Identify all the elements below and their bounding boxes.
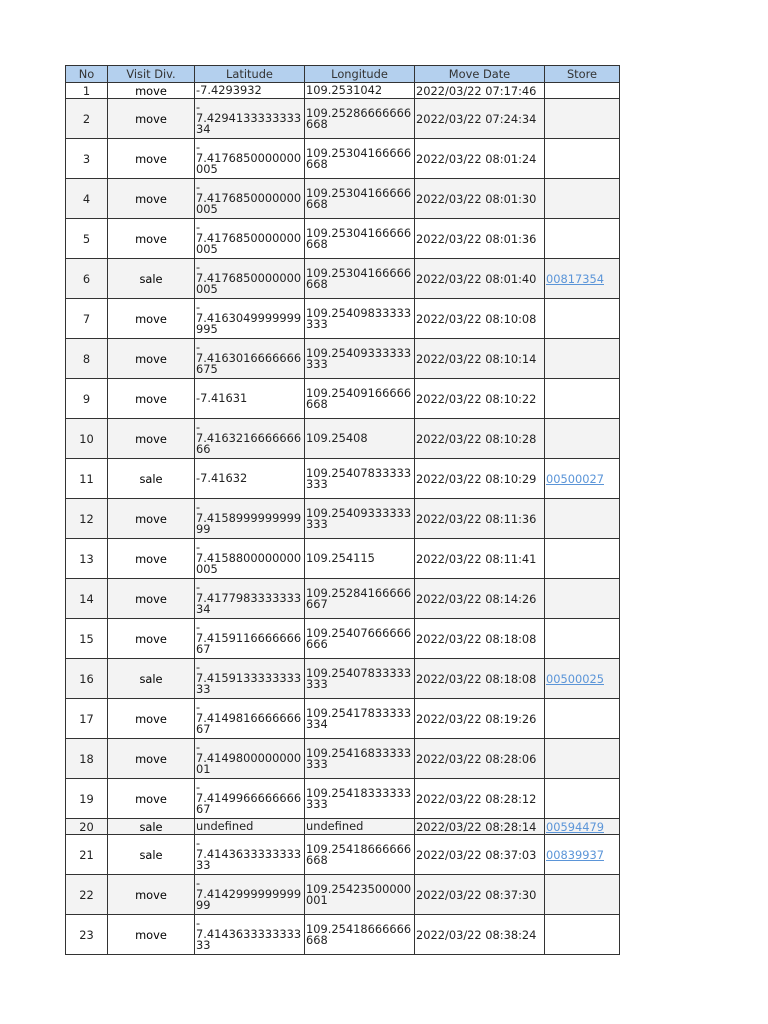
- cell-move-date: 2022/03/22 08:18:08: [415, 659, 545, 699]
- cell-move-date: 2022/03/22 08:28:14: [415, 819, 545, 835]
- cell-longitude: undefined: [305, 819, 415, 835]
- cell-no: 9: [66, 379, 108, 419]
- cell-latitude: - 7.4158800000000 005: [195, 539, 305, 579]
- cell-no: 17: [66, 699, 108, 739]
- table-row: [66, 835, 620, 875]
- cell-longitude: 109.25416833333 333: [305, 739, 415, 779]
- cell-store: [545, 835, 620, 875]
- table-row: [66, 419, 620, 459]
- cell-move-date: 2022/03/22 08:10:28: [415, 419, 545, 459]
- cell-longitude: 109.25407833333 333: [305, 459, 415, 499]
- visit-log-table: [65, 65, 620, 955]
- cell-visit-div: move: [108, 179, 195, 219]
- cell-visit-div: move: [108, 83, 195, 99]
- cell-move-date: 2022/03/22 08:01:24: [415, 139, 545, 179]
- cell-store: [545, 379, 620, 419]
- cell-store: [545, 459, 620, 499]
- cell-move-date: 2022/03/22 08:10:22: [415, 379, 545, 419]
- cell-latitude: - 7.4176850000000 005: [195, 179, 305, 219]
- store-link[interactable]: 00500027: [546, 471, 604, 486]
- cell-latitude: -7.41631: [195, 379, 305, 419]
- cell-move-date: 2022/03/22 08:37:03: [415, 835, 545, 875]
- store-link[interactable]: 00817354: [546, 271, 604, 286]
- cell-visit-div: move: [108, 739, 195, 779]
- cell-visit-div: move: [108, 499, 195, 539]
- cell-longitude: 109.254115: [305, 539, 415, 579]
- table-row: [66, 619, 620, 659]
- cell-longitude: 109.25409833333 333: [305, 299, 415, 339]
- column-header-longitude: Longitude: [305, 66, 415, 83]
- table-row: [66, 739, 620, 779]
- cell-move-date: 2022/03/22 08:38:24: [415, 915, 545, 955]
- cell-no: 16: [66, 659, 108, 699]
- table-row: [66, 139, 620, 179]
- table-row: [66, 99, 620, 139]
- cell-visit-div: sale: [108, 259, 195, 299]
- table-row: [66, 875, 620, 915]
- cell-no: 18: [66, 739, 108, 779]
- cell-visit-div: sale: [108, 659, 195, 699]
- cell-visit-div: sale: [108, 835, 195, 875]
- cell-no: 15: [66, 619, 108, 659]
- cell-store: [545, 739, 620, 779]
- cell-no: 6: [66, 259, 108, 299]
- store-link[interactable]: 00594479: [546, 819, 604, 834]
- cell-longitude: 109.25418333333 333: [305, 779, 415, 819]
- cell-latitude: - 7.4176850000000 005: [195, 139, 305, 179]
- cell-longitude: 109.25304166666 668: [305, 139, 415, 179]
- store-link[interactable]: 00839937: [546, 847, 604, 862]
- cell-move-date: 2022/03/22 08:01:40: [415, 259, 545, 299]
- cell-latitude: - 7.4163016666666 675: [195, 339, 305, 379]
- cell-move-date: 2022/03/22 08:11:36: [415, 499, 545, 539]
- cell-no: 12: [66, 499, 108, 539]
- cell-visit-div: move: [108, 619, 195, 659]
- cell-store: [545, 339, 620, 379]
- cell-move-date: 2022/03/22 08:28:06: [415, 739, 545, 779]
- cell-visit-div: move: [108, 299, 195, 339]
- cell-visit-div: move: [108, 99, 195, 139]
- cell-longitude: 109.25409333333 333: [305, 499, 415, 539]
- cell-no: 5: [66, 219, 108, 259]
- cell-store: [545, 819, 620, 835]
- column-header-visit-div: Visit Div.: [108, 66, 195, 83]
- cell-visit-div: move: [108, 379, 195, 419]
- cell-move-date: 2022/03/22 08:37:30: [415, 875, 545, 915]
- cell-store: [545, 699, 620, 739]
- cell-move-date: 2022/03/22 08:14:26: [415, 579, 545, 619]
- cell-store: [545, 539, 620, 579]
- cell-store: [545, 99, 620, 139]
- cell-latitude: - 7.4143633333333 33: [195, 835, 305, 875]
- cell-latitude: - 7.4176850000000 005: [195, 219, 305, 259]
- cell-store: [545, 915, 620, 955]
- table-row: [66, 219, 620, 259]
- cell-move-date: 2022/03/22 08:01:30: [415, 179, 545, 219]
- cell-longitude: 109.25423500000 001: [305, 875, 415, 915]
- cell-store: [545, 499, 620, 539]
- cell-latitude: - 7.4294133333333 34: [195, 99, 305, 139]
- cell-visit-div: move: [108, 779, 195, 819]
- cell-latitude: - 7.4163049999999 995: [195, 299, 305, 339]
- cell-longitude: 109.25408: [305, 419, 415, 459]
- cell-no: 14: [66, 579, 108, 619]
- cell-store: [545, 419, 620, 459]
- cell-longitude: 109.25304166666 668: [305, 219, 415, 259]
- table-row: [66, 659, 620, 699]
- table-row: [66, 819, 620, 835]
- table-row: [66, 779, 620, 819]
- table-row: [66, 539, 620, 579]
- cell-latitude: - 7.4142999999999 99: [195, 875, 305, 915]
- table-row: [66, 259, 620, 299]
- column-header-store: Store: [545, 66, 620, 83]
- cell-no: 3: [66, 139, 108, 179]
- table-row: [66, 499, 620, 539]
- cell-store: [545, 299, 620, 339]
- cell-move-date: 2022/03/22 08:28:12: [415, 779, 545, 819]
- column-header-move-date: Move Date: [415, 66, 545, 83]
- table-row: [66, 915, 620, 955]
- cell-move-date: 2022/03/22 07:17:46: [415, 83, 545, 99]
- cell-latitude: undefined: [195, 819, 305, 835]
- table-row: [66, 379, 620, 419]
- cell-visit-div: move: [108, 875, 195, 915]
- cell-no: 23: [66, 915, 108, 955]
- cell-latitude: - 7.4159133333333 33: [195, 659, 305, 699]
- cell-no: 10: [66, 419, 108, 459]
- cell-longitude: 109.25407833333 333: [305, 659, 415, 699]
- cell-store: [545, 179, 620, 219]
- cell-move-date: 2022/03/22 08:11:41: [415, 539, 545, 579]
- cell-visit-div: move: [108, 139, 195, 179]
- cell-longitude: 109.25409333333 333: [305, 339, 415, 379]
- table-body: [66, 83, 620, 955]
- cell-visit-div: move: [108, 219, 195, 259]
- table-row: [66, 579, 620, 619]
- cell-visit-div: move: [108, 339, 195, 379]
- cell-store: [545, 139, 620, 179]
- cell-no: 20: [66, 819, 108, 835]
- cell-store: [545, 259, 620, 299]
- cell-longitude: 109.25286666666 668: [305, 99, 415, 139]
- column-header-no: No: [66, 66, 108, 83]
- cell-no: 21: [66, 835, 108, 875]
- table-row: [66, 299, 620, 339]
- cell-latitude: - 7.4163216666666 66: [195, 419, 305, 459]
- table-row: [66, 179, 620, 219]
- cell-store: [545, 659, 620, 699]
- cell-no: 22: [66, 875, 108, 915]
- cell-visit-div: move: [108, 539, 195, 579]
- cell-longitude: 109.25418666666 668: [305, 915, 415, 955]
- cell-latitude: - 7.4176850000000 005: [195, 259, 305, 299]
- cell-move-date: 2022/03/22 08:10:14: [415, 339, 545, 379]
- cell-longitude: 109.25407666666 666: [305, 619, 415, 659]
- cell-latitude: -7.41632: [195, 459, 305, 499]
- cell-store: [545, 619, 620, 659]
- cell-longitude: 109.25284166666 667: [305, 579, 415, 619]
- cell-no: 8: [66, 339, 108, 379]
- cell-move-date: 2022/03/22 08:19:26: [415, 699, 545, 739]
- cell-store: [545, 579, 620, 619]
- table-row: [66, 83, 620, 99]
- table-row: [66, 339, 620, 379]
- table-row: [66, 459, 620, 499]
- cell-visit-div: move: [108, 579, 195, 619]
- column-header-latitude: Latitude: [195, 66, 305, 83]
- cell-no: 11: [66, 459, 108, 499]
- cell-latitude: - 7.4149800000000 01: [195, 739, 305, 779]
- cell-store: [545, 875, 620, 915]
- cell-no: 2: [66, 99, 108, 139]
- cell-latitude: -7.4293932: [195, 83, 305, 99]
- table-header-row: [66, 66, 620, 83]
- cell-visit-div: sale: [108, 819, 195, 835]
- cell-no: 1: [66, 83, 108, 99]
- cell-no: 4: [66, 179, 108, 219]
- cell-move-date: 2022/03/22 08:10:29: [415, 459, 545, 499]
- cell-longitude: 109.25409166666 668: [305, 379, 415, 419]
- cell-longitude: 109.2531042: [305, 83, 415, 99]
- cell-store: [545, 779, 620, 819]
- cell-longitude: 109.25417833333 334: [305, 699, 415, 739]
- cell-store: [545, 83, 620, 99]
- cell-longitude: 109.25304166666 668: [305, 179, 415, 219]
- store-link[interactable]: 00500025: [546, 671, 604, 686]
- cell-visit-div: move: [108, 419, 195, 459]
- cell-move-date: 2022/03/22 08:10:08: [415, 299, 545, 339]
- cell-latitude: - 7.4159116666666 67: [195, 619, 305, 659]
- cell-latitude: - 7.4177983333333 34: [195, 579, 305, 619]
- cell-visit-div: move: [108, 915, 195, 955]
- cell-store: [545, 219, 620, 259]
- cell-latitude: - 7.4158999999999 99: [195, 499, 305, 539]
- cell-latitude: - 7.4143633333333 33: [195, 915, 305, 955]
- cell-move-date: 2022/03/22 07:24:34: [415, 99, 545, 139]
- cell-move-date: 2022/03/22 08:18:08: [415, 619, 545, 659]
- cell-longitude: 109.25418666666 668: [305, 835, 415, 875]
- cell-longitude: 109.25304166666 668: [305, 259, 415, 299]
- cell-visit-div: move: [108, 699, 195, 739]
- cell-visit-div: sale: [108, 459, 195, 499]
- cell-no: 13: [66, 539, 108, 579]
- cell-latitude: - 7.4149966666666 67: [195, 779, 305, 819]
- cell-latitude: - 7.4149816666666 67: [195, 699, 305, 739]
- cell-move-date: 2022/03/22 08:01:36: [415, 219, 545, 259]
- table-row: [66, 699, 620, 739]
- cell-no: 7: [66, 299, 108, 339]
- cell-no: 19: [66, 779, 108, 819]
